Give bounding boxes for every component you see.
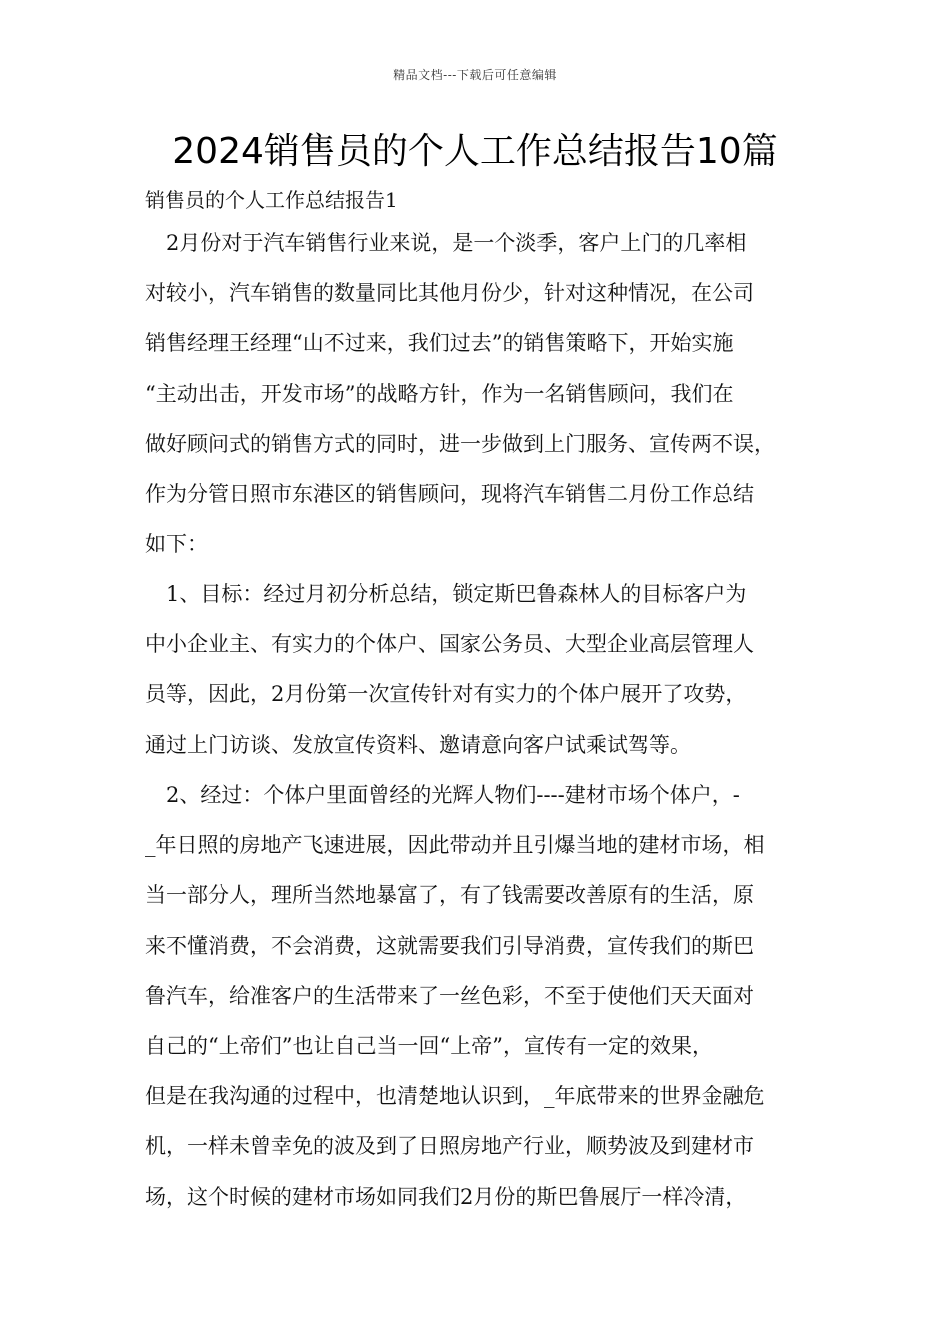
text-line: 通过上门访谈、发放宣传资料、邀请意向客户试乘试驾等。: [145, 732, 691, 757]
text-line: 但是在我沟通的过程中，也清楚地认识到，_年底带来的世界金融危: [145, 1084, 765, 1109]
text-line: 作为分管日照市东港区的销售顾问，现将汽车销售二月份工作总结: [145, 481, 754, 506]
text-line: 1、目标：经过月初分析总结，锁定斯巴鲁森林人的目标客户为: [145, 582, 747, 606]
text-line: 自己的“上帝们”也让自己当一回“上帝”，宣传有一定的效果，: [145, 1033, 713, 1058]
text-line: 鲁汽车，给准客户的生活带来了一丝色彩，不至于使他们天天面对: [145, 983, 754, 1008]
body-paragraph-3: [145, 779, 825, 1231]
text-line: 做好顾问式的销售方式的同时，进一步做到上门服务、宣传两不误，: [145, 431, 775, 456]
text-line: 员等，因此，2月份第一次宣传针对有实力的个体户展开了攻势，: [145, 682, 747, 707]
body-paragraph-1: [145, 227, 825, 578]
text-line: “主动出击，开发市场”的战略方针，作为一名销售顾问，我们在: [145, 381, 734, 406]
text-line: 2月份对于汽车销售行业来说，是一个淡季，客户上门的几率相: [145, 231, 747, 255]
document-title: 2024销售员的个人工作总结报告10篇: [172, 131, 778, 172]
text-line: 中小企业主、有实力的个体户、国家公务员、大型企业高层管理人: [145, 632, 754, 657]
text-line: 2、经过：个体户里面曾经的光辉人物们----建材市场个体户，-: [145, 783, 740, 807]
text-line: 对较小，汽车销售的数量同比其他月份少，针对这种情况，在公司: [145, 281, 754, 306]
text-line: 销售经理王经理“山不过来，我们过去”的销售策略下，开始实施: [145, 331, 734, 356]
text-line: 机，一样未曾幸免的波及到了日照房地产行业，顺势波及到建材市: [145, 1134, 754, 1159]
text-line: _年日照的房地产飞速进展，因此带动并且引爆当地的建材市场，相: [145, 833, 765, 858]
header-note: 精品文档---下载后可任意编辑: [393, 68, 557, 82]
text-line: 如下：: [145, 532, 208, 557]
text-line: 场，这个时候的建材市场如同我们2月份的斯巴鲁展厅一样冷清，: [145, 1184, 747, 1209]
body-paragraph-2: [145, 578, 825, 779]
section-heading: 销售员的个人工作总结报告1: [145, 188, 398, 212]
text-line: 来不懂消费，不会消费，这就需要我们引导消费，宣传我们的斯巴: [145, 933, 754, 958]
text-line: 当一部分人，理所当然地暴富了，有了钱需要改善原有的生活，原: [145, 883, 754, 908]
